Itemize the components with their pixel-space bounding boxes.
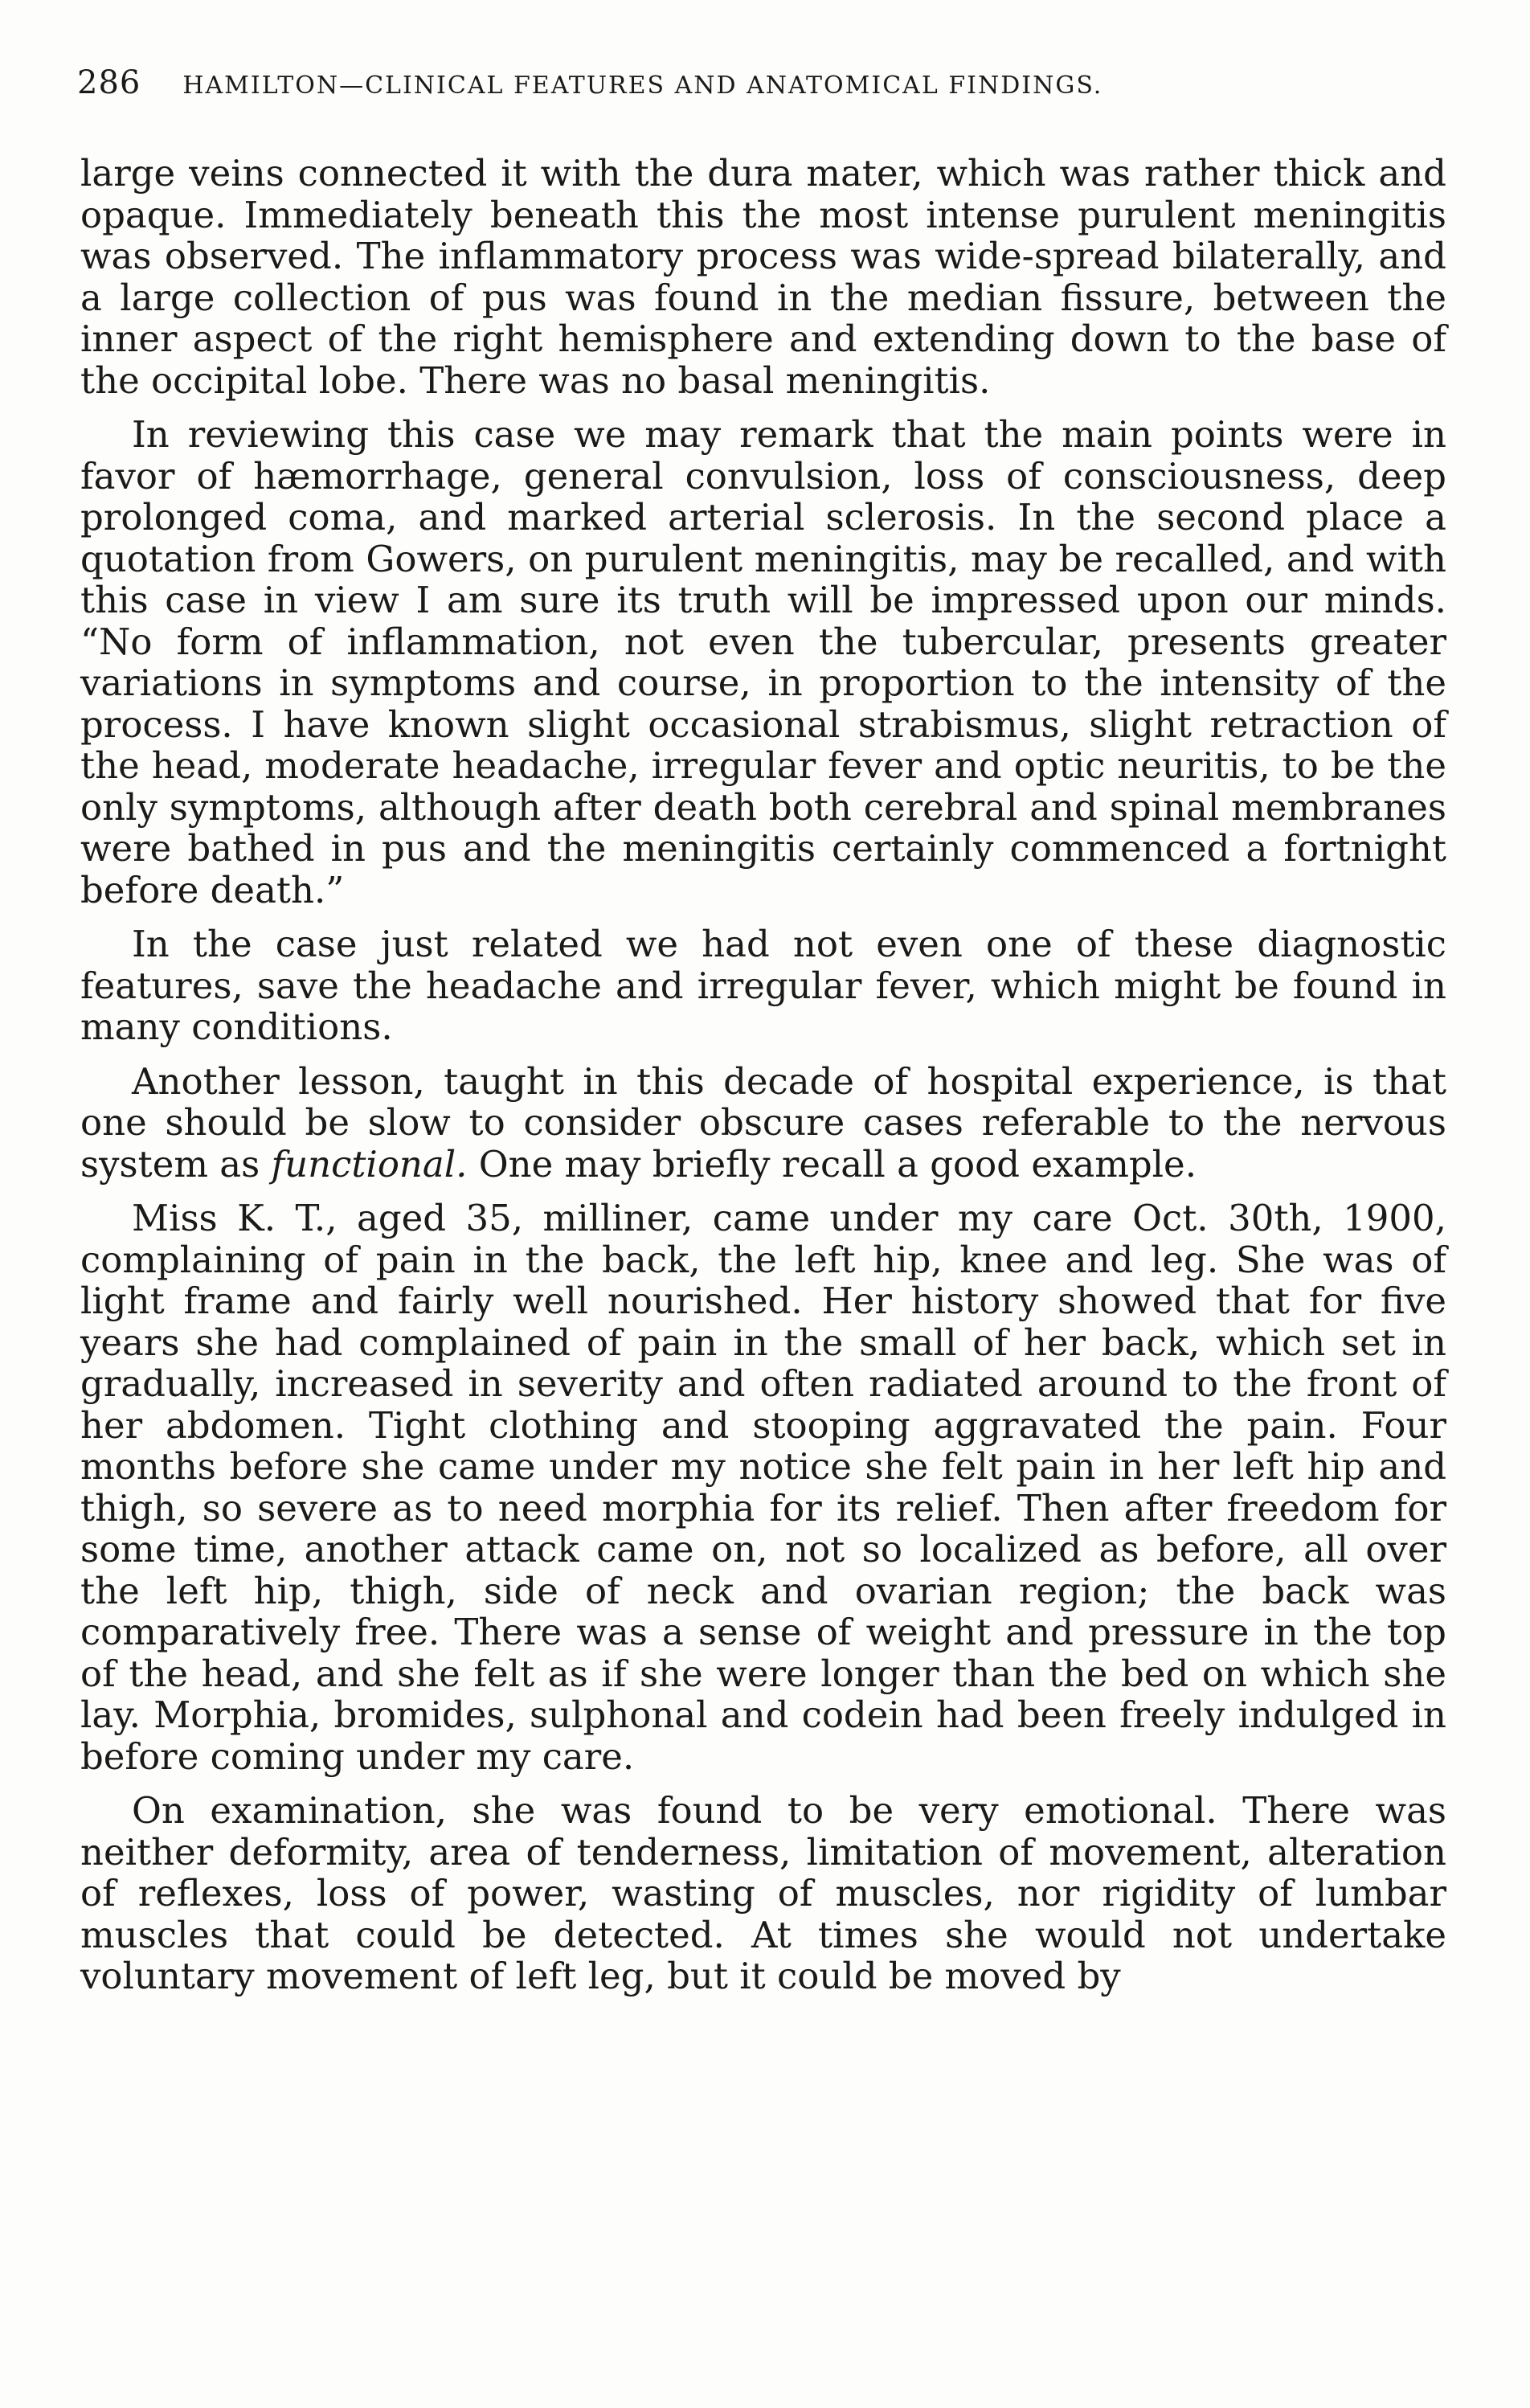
page-number: 286 bbox=[77, 64, 141, 101]
italic-term: functional. bbox=[271, 1142, 468, 1186]
paragraph-text: One may briefly recall a good example. bbox=[467, 1142, 1197, 1186]
running-head: HAMILTON—CLINICAL FEATURES AND ANATOMICAL FINDINGS. bbox=[182, 72, 1103, 100]
paragraph-text: Another lesson, taught in this decade of hospital experience, is that one should be slow to consider obscure cases referable to the nervous system as bbox=[80, 1059, 1446, 1186]
paragraph-autopsy-continuation: large veins connected it with the dura mater, which was rather thick and opaque. Immediately beneath this the most intense purulent meningitis was observed. The inflammatory process was wide-spread bilaterally, and a large collection of pus was found in the median fissure, between the inner aspect of the right hemisphere and extending down to the base of the occipital lobe. There was no basal meningitis. bbox=[80, 152, 1446, 402]
body-text bbox=[80, 153, 1446, 2010]
paragraph-diagnostic-features: In the case just related we had not even one of these diagnostic features, save the headache and irregular fever, which might be found in many conditions. bbox=[80, 923, 1446, 1048]
paragraph-examination: On examination, she was found to be very emotional. There was neither deformity, area of tenderness, limitation of movement, alteration of reflexes, loss of power, wasting of muscles, nor rigidity of lumbar muscles that could be detected. At times she would not undertake voluntary movement of left leg, but it could be moved by bbox=[80, 1789, 1446, 1997]
paragraph-case-review: In reviewing this case we may remark that the main points were in favor of hæmorrhage, general convulsion, loss of consciousness, deep prolonged coma, and marked arterial sclerosis. In the second place a quotation from Gowers, on purulent meningitis, may be recalled, and with this case in view I am sure its truth will be impressed upon our minds. “No form of inflammation, not even the tubercular, presents greater variations in symptoms and course, in proportion to the intensity of the process. I have known slight occasional strabismus, slight retraction of the head, moderate headache, irregular fever and optic neuritis, to be the only symptoms, although after death both cerebral and spinal membranes were bathed in pus and the meningitis certainly commenced a fortnight before death.” bbox=[80, 413, 1446, 911]
paragraph-case-history: Miss K. T., aged 35, milliner, came under my care Oct. 30th, 1900, complaining of pain in the back, the left hip, knee and leg. She was of light frame and fairly well nourished. Her history showed that for five years she had complained of pain in the small of her back, which set in gradually, increased in severity and often radiated around to the front of her abdomen. Tight clothing and stooping aggravated the pain. Four months before she came under my notice she felt pain in her left hip and thigh, so severe as to need morphia for its relief. Then after freedom for some time, another attack came on, not so localized as before, all over the left hip, thigh, side of neck and ovarian region; the back was comparatively free. There was a sense of weight and pressure in the top of the head, and she felt as if she were longer than the bed on which she lay. Morphia, bromides, sulphonal and codein had been freely indulged in before coming under my care. bbox=[80, 1197, 1446, 1778]
page-header bbox=[77, 64, 1443, 121]
paragraph-another-lesson bbox=[80, 1061, 1446, 1186]
